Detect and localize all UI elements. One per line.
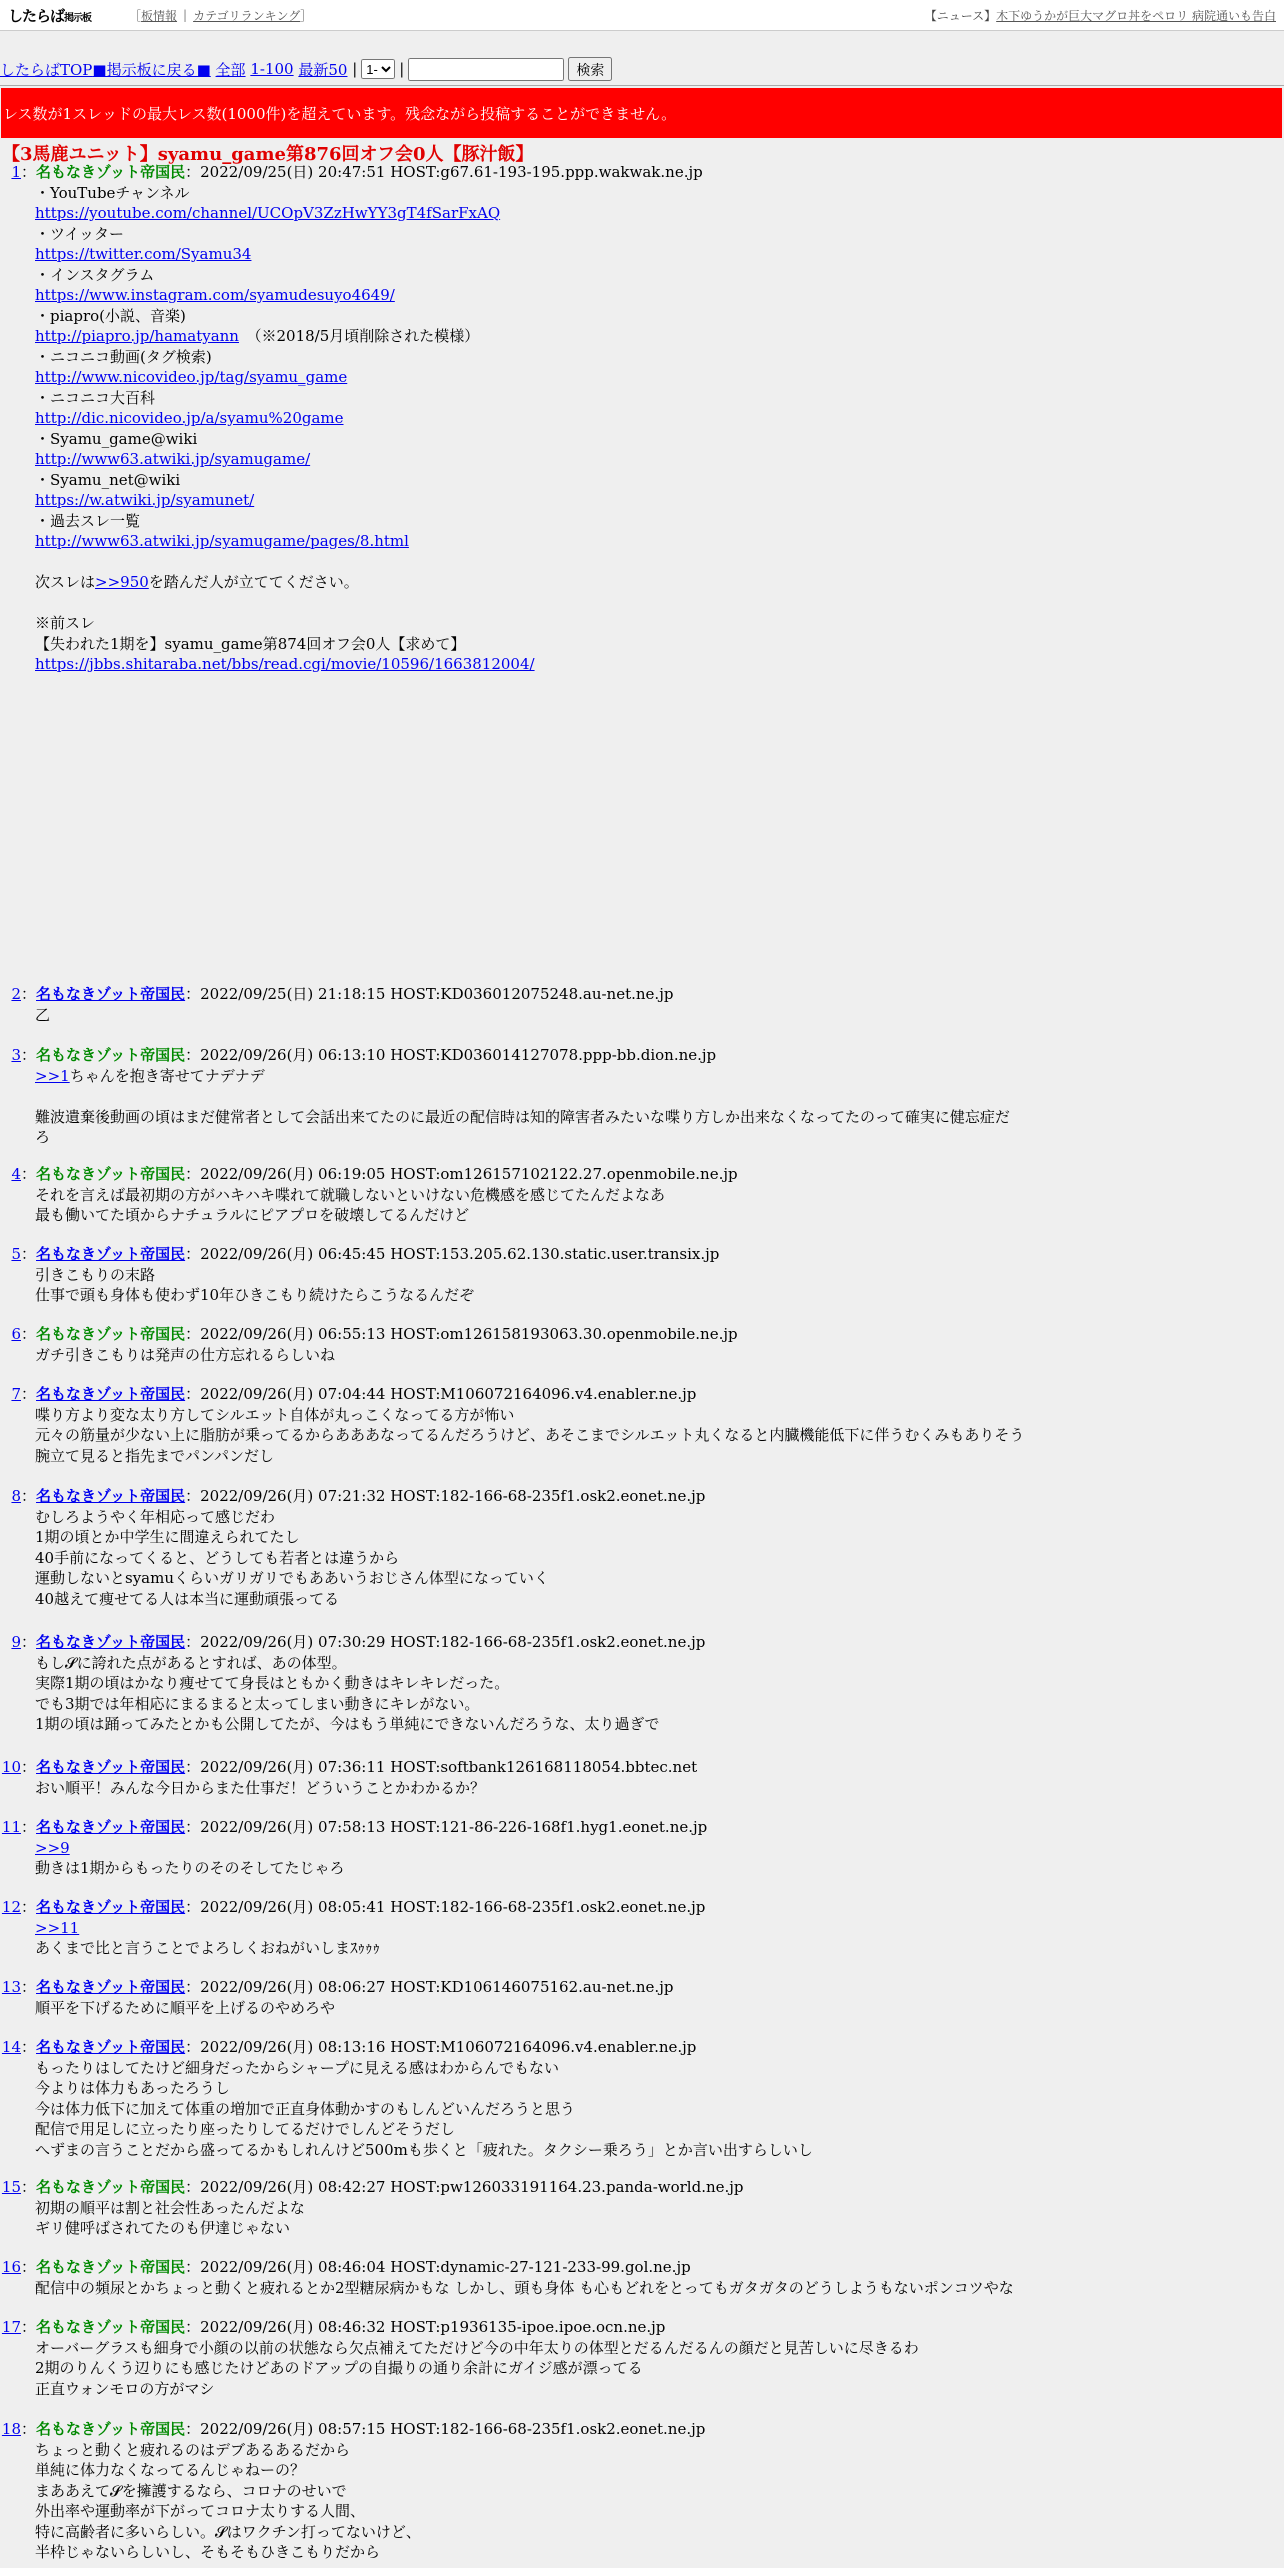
post-header xyxy=(0,2037,1270,2058)
post-meta: ：2022/09/26(月) 08:05:41 HOST:182-166-68-235f1.osk2.eonet.ne.jp xyxy=(185,1898,706,1916)
divider: | xyxy=(183,8,188,22)
post-body xyxy=(35,2440,1270,2563)
post-line: 腕立て見ると指先までパンパンだし xyxy=(35,1446,274,1465)
post-body xyxy=(35,1066,1270,1148)
poster-name[interactable]: 名もなきゾット帝国民 xyxy=(36,1818,186,1836)
post-line: でも3期では年相応にまるまると太ってしまい動きにキレがない。 xyxy=(35,1694,480,1713)
posts-1-100-link[interactable]: 1-100 xyxy=(250,60,294,78)
post xyxy=(0,1244,1270,1306)
post-number-link[interactable]: 18 xyxy=(1,2420,21,2438)
post-header xyxy=(0,1164,1270,1185)
post-line xyxy=(35,1086,1270,1107)
post-header xyxy=(0,1045,1270,1066)
post-line: 乙 xyxy=(35,1005,51,1024)
post xyxy=(0,2419,1270,2563)
post-line: ・ニコニコ動画(タグ検索) xyxy=(35,347,212,366)
nav-divider: | xyxy=(347,60,358,78)
thread-title: 【3馬鹿ユニット】syamu_game第876回オフ会0人【豚汁飯】 xyxy=(2,144,534,165)
post-colon: ： xyxy=(21,1046,37,1064)
post-body xyxy=(35,1507,1270,1610)
post xyxy=(0,1897,1270,1959)
post-meta: ：2022/09/26(月) 08:42:27 HOST:pw126033191164.23.panda-world.ne.jp xyxy=(185,2178,744,2196)
reply-anchor-link[interactable]: >>950 xyxy=(95,573,149,591)
post-line: ・ニコニコ大百科 xyxy=(35,388,156,407)
post-body xyxy=(35,1265,1270,1306)
post-line xyxy=(35,285,1270,306)
post-line: 1期の頃は踊ってみたとかも公開してたが、今はもう単純にできないんだろうな、太り過ぎで xyxy=(35,1715,660,1733)
post-line: ろ xyxy=(35,1128,51,1146)
poster-name: 名もなきゾット帝国民 xyxy=(36,1325,186,1343)
post-line: 正直ウォンモロの方がマシ xyxy=(35,2379,215,2398)
post-line xyxy=(35,203,1270,224)
post-line: 配信で用足しに立ったり座ったりしてるだけでしんどそうだし xyxy=(35,2120,456,2138)
post-meta: ：2022/09/25(日) 21:18:15 HOST:KD036012075248.au-net.ne.jp xyxy=(185,985,674,1003)
post-line: http://piapro.jp/hamatyann （※2018/5月頃削除された模様） xyxy=(35,327,480,345)
post-colon: ： xyxy=(21,163,37,181)
post xyxy=(0,1757,1270,1798)
post-line: ・ツイッター xyxy=(35,224,124,243)
post-line: >>1ちゃんを抱き寄せてナデナデ xyxy=(35,1066,265,1085)
post-body xyxy=(35,183,1270,675)
post-header xyxy=(0,1897,1270,1918)
post-line: 実際1期の頃はかなり痩せてて身長はともかく動きはキレキレだった。 xyxy=(35,1674,510,1692)
search-input[interactable] xyxy=(408,58,564,81)
post-number-link[interactable]: 13 xyxy=(1,1978,21,1996)
post xyxy=(0,1632,1270,1735)
post-line: 2期のりんくう辺りにも感じたけどあのドアップの自撮りの通り余計にガイジ感が漂ってる xyxy=(35,2359,643,2377)
post-header xyxy=(0,984,1270,1005)
post-number-link[interactable]: 8 xyxy=(11,1487,21,1505)
logo-sub: 掲示板 xyxy=(64,12,92,24)
category-ranking-link[interactable]: カテゴリランキング xyxy=(193,8,301,23)
news-ticker xyxy=(925,7,1276,24)
post-meta: ：2022/09/26(月) 07:30:29 HOST:182-166-68-235f1.osk2.eonet.ne.jp xyxy=(185,1633,706,1651)
post-meta: ：2022/09/26(月) 07:36:11 HOST:softbank126168118054.bbtec.net xyxy=(185,1758,698,1776)
post-line: 初期の順平は割と社会性あったんだよな xyxy=(35,2198,305,2217)
post-meta: ：2022/09/26(月) 06:45:45 HOST:153.205.62.130.static.user.transix.jp xyxy=(185,1245,720,1263)
poster-name[interactable]: 名もなきゾット帝国民 xyxy=(36,1898,186,1916)
post-body xyxy=(35,1185,1270,1226)
post-colon: ： xyxy=(21,2318,37,2336)
post-line: 動きは1期からもったりのそのそしてたじゃろ xyxy=(35,1859,345,1877)
post-url-link[interactable]: https://twitter.com/Syamu34 xyxy=(35,245,252,263)
post-meta: ：2022/09/26(月) 06:19:05 HOST:om126157102122.27.openmobile.ne.jp xyxy=(185,1165,738,1183)
post-url-link[interactable]: http://piapro.jp/hamatyann xyxy=(35,327,239,345)
post xyxy=(0,2177,1270,2239)
post-number-link[interactable]: 15 xyxy=(1,2178,21,2196)
post-number-link[interactable]: 7 xyxy=(11,1385,21,1403)
post-body xyxy=(35,1345,1270,1366)
search-button[interactable]: 検索 xyxy=(568,57,612,81)
post-header xyxy=(0,1384,1270,1405)
post-body xyxy=(35,2338,1270,2400)
post-line: 【失われた1期を】syamu_game第874回オフ会0人【求めて】 xyxy=(35,634,466,653)
post xyxy=(0,2257,1270,2298)
post-line: 特に高齢者に多いらしい。𝓢はワクチン打ってないけど、 xyxy=(35,2522,421,2541)
post-line: 40手前になってくると、どうしても若者とは違うから xyxy=(35,1548,400,1567)
post-header xyxy=(0,2419,1270,2440)
post-header xyxy=(0,1817,1270,1838)
news-prefix: 【ニュース】 xyxy=(924,8,997,23)
logo-text: したらば xyxy=(8,6,65,25)
post-colon: ： xyxy=(21,1898,37,1916)
poster-name: 名もなきゾット帝国民 xyxy=(36,2420,186,2438)
post-number-link[interactable]: 1 xyxy=(11,163,21,181)
bracket-open: ［ xyxy=(129,8,142,23)
post-body xyxy=(35,2058,1270,2161)
all-posts-link[interactable]: 全部 xyxy=(215,60,246,79)
post-line: 次スレは>>950を踏んだ人が立ててください。 xyxy=(35,573,359,591)
post-line: ・piapro(小説、音楽) xyxy=(35,306,186,325)
post-meta: ：2022/09/26(月) 06:13:10 HOST:KD036014127078.ppp-bb.dion.ne.jp xyxy=(185,1046,717,1064)
post-line: おい順平！みんな今日からまた仕事だ！どういうことかわかるか？ xyxy=(35,1778,486,1797)
reply-anchor-link[interactable]: >>1 xyxy=(35,1066,70,1085)
board-info-link[interactable]: 板情報 xyxy=(141,8,178,23)
post-line xyxy=(35,367,1270,388)
post-url-link[interactable]: https://jbbs.shitaraba.net/bbs/read.cgi/movie/10596/1663812004/ xyxy=(35,655,535,673)
post-line: ギリ健呼ばされてたのも伊達じゃない xyxy=(35,2219,291,2237)
bracket-close: ］ xyxy=(300,8,313,23)
post-number-link[interactable]: 16 xyxy=(1,2258,21,2276)
post-line xyxy=(35,552,1270,573)
post-line: 配信中の頻尿とかちょっと動くと疲れるとか2型糖尿病かもな しかし、頭も身体 も心もどれをとってもガタガタのどうしようもないポンコツやな xyxy=(35,2278,1014,2297)
post-line xyxy=(35,593,1270,614)
post xyxy=(0,984,1270,1025)
post-header xyxy=(0,162,1270,183)
news-link[interactable]: 木下ゆうかが巨大マグロ丼をペロリ 病院通いも告白 xyxy=(996,8,1276,23)
poster-name: 名もなきゾット帝国民 xyxy=(36,163,186,181)
post-meta: ：2022/09/26(月) 08:46:32 HOST:p1936135-ipoe.ipoe.ocn.ne.jp xyxy=(185,2318,666,2336)
top-bar xyxy=(0,0,1284,31)
post-line: 最も働いてた頃からナチュラルにピアプロを破壊してるんだけど xyxy=(35,1206,470,1224)
post-line: ※前スレ xyxy=(35,614,96,632)
nav-divider: | xyxy=(399,60,405,78)
post-line: もし𝓢に誇れた点があるとすれば、あの体型。 xyxy=(35,1653,347,1672)
post-url-link[interactable]: http://www63.atwiki.jp/syamugame/pages/8.html xyxy=(35,532,409,550)
top-bar-left xyxy=(8,5,312,26)
post-url-link[interactable]: http://www.nicovideo.jp/tag/syamu_game xyxy=(35,368,348,386)
post-line: 今は体力低下に加えて体重の増加で正直身体動かすのもしんどいんだろうと思う xyxy=(35,2099,576,2118)
post-colon: ： xyxy=(21,2420,37,2438)
post-number-link[interactable]: 5 xyxy=(11,1245,21,1263)
post-limit-alert: レス数が1スレッドの最大レス数(1000件)を超えています。残念ながら投稿することができません。 xyxy=(1,88,1282,138)
post-line xyxy=(35,1918,1270,1939)
poster-name: 名もなきゾット帝国民 xyxy=(36,1165,186,1183)
poster-name[interactable]: 名もなきゾット帝国民 xyxy=(36,1633,186,1651)
post-number-link[interactable]: 2 xyxy=(11,985,21,1003)
post-line: それを言えば最初期の方がハキハキ喋れて就職しないといけない危機感を感じてたんだよなあ xyxy=(35,1185,666,1204)
post-line: 喋り方より変な太り方してシルエット自体が丸っこくなってる方が怖い xyxy=(35,1405,515,1424)
post-line: もったりはしてたけど細身だったからシャープに見える感はわからんでもない xyxy=(35,2058,559,2077)
post-line: まああえて𝓢を擁護するなら、コロナのせいで xyxy=(35,2481,347,2500)
post-meta: ：2022/09/26(月) 07:58:13 HOST:121-86-226-168f1.hyg1.eonet.ne.jp xyxy=(185,1818,708,1836)
post-colon: ： xyxy=(21,1165,37,1183)
poster-name[interactable]: 名もなきゾット帝国民 xyxy=(36,1978,186,1996)
poster-name[interactable]: 名もなきゾット帝国民 xyxy=(36,1385,186,1403)
post-number-link[interactable]: 4 xyxy=(11,1165,21,1183)
post xyxy=(0,2037,1270,2160)
post-colon: ： xyxy=(21,2038,37,2056)
post-number-link[interactable]: 11 xyxy=(1,1818,21,1836)
range-select[interactable] xyxy=(361,59,395,79)
post-header xyxy=(0,1632,1270,1653)
post-line: 半枠じゃないらしいし、そもそもひきこもりだから xyxy=(35,2543,381,2561)
post-meta: ：2022/09/26(月) 07:04:44 HOST:M106072164096.v4.enabler.ne.jp xyxy=(185,1385,697,1403)
post-number-link[interactable]: 3 xyxy=(11,1046,21,1064)
post-line xyxy=(35,531,1270,552)
post-url-link[interactable]: http://www63.atwiki.jp/syamugame/ xyxy=(35,450,311,468)
reply-anchor-link[interactable]: >>11 xyxy=(35,1918,80,1937)
poster-name[interactable]: 名もなきゾット帝国民 xyxy=(36,985,186,1003)
shitaraba-top-link[interactable]: したらばTOP xyxy=(0,60,93,79)
post-line: 40越えて痩せてる人は本当に運動頑張ってる xyxy=(35,1589,340,1608)
poster-name: 名もなきゾット帝国民 xyxy=(36,2318,186,2336)
post-header xyxy=(0,2257,1270,2278)
post xyxy=(0,1486,1270,1609)
post-meta: ：2022/09/26(月) 08:13:16 HOST:M106072164096.v4.enabler.ne.jp xyxy=(185,2038,697,2056)
post-body xyxy=(35,1918,1270,1959)
post-line xyxy=(35,490,1270,511)
post-header xyxy=(0,1324,1270,1345)
post-header xyxy=(0,2317,1270,2338)
post-line xyxy=(35,654,1270,675)
post-number-link[interactable]: 6 xyxy=(11,1325,21,1343)
post-body xyxy=(35,1998,1270,2019)
post-header xyxy=(0,2177,1270,2198)
post-line xyxy=(35,449,1270,470)
post-url-link[interactable]: http://dic.nicovideo.jp/a/syamu%20game xyxy=(35,409,344,427)
post-body xyxy=(35,1005,1270,1026)
post-body xyxy=(35,2278,1270,2299)
post-line: 1期の頃とか中学生に間違えられてたし xyxy=(35,1528,300,1546)
post-url-link[interactable]: https://youtube.com/channel/UCOpV3ZzHwYY3gT4fSarFxAQ xyxy=(35,204,501,222)
post-colon: ： xyxy=(21,2258,37,2276)
post-meta: ：2022/09/26(月) 08:57:15 HOST:182-166-68-235f1.osk2.eonet.ne.jp xyxy=(185,2420,706,2438)
latest-50-link[interactable]: 最新50 xyxy=(298,60,348,79)
post-colon: ： xyxy=(21,1633,37,1651)
poster-name[interactable]: 名もなきゾット帝国民 xyxy=(36,1758,186,1776)
thread-nav xyxy=(0,57,612,81)
post-line: 今よりは体力もあったろうし xyxy=(35,2079,230,2097)
post-line: ・インスタグラム xyxy=(35,265,155,284)
poster-name[interactable]: 名もなきゾット帝国民 xyxy=(36,1487,186,1505)
post-line: ・過去スレ一覧 xyxy=(35,511,141,530)
post-body xyxy=(35,1405,1270,1467)
post-meta: ：2022/09/26(月) 07:21:32 HOST:182-166-68-235f1.osk2.eonet.ne.jp xyxy=(185,1487,706,1505)
post-line: オーバーグラスも細身で小顔の以前の状態なら欠点補えてただけど今の中年太りの体型とだるんだるんの顔だと見苦しいに尽きるわ xyxy=(35,2338,919,2357)
post xyxy=(0,1817,1270,1879)
post-colon: ： xyxy=(21,1978,37,1996)
post xyxy=(0,1045,1270,1148)
post-number-link[interactable]: 10 xyxy=(1,1758,21,1776)
post-number-link[interactable]: 17 xyxy=(1,2318,21,2336)
post xyxy=(0,1977,1270,2018)
post xyxy=(0,1164,1270,1226)
poster-name: 名もなきゾット帝国民 xyxy=(36,2258,186,2276)
post-colon: ： xyxy=(21,1758,37,1776)
divider-line xyxy=(0,85,1284,86)
post-line: 運動しないとsyamuくらいガリガリでもああいうおじさん体型になっていく xyxy=(35,1569,549,1587)
post-line xyxy=(35,1838,1270,1859)
post-colon: ： xyxy=(21,985,37,1003)
post-line xyxy=(35,408,1270,429)
post-meta: ：2022/09/25(日) 20:47:51 HOST:g67.61-193-195.ppp.wakwak.ne.jp xyxy=(185,163,703,181)
post-colon: ： xyxy=(21,1325,37,1343)
post-line: ガチ引きこもりは発声の仕方忘れるらしいね xyxy=(35,1345,336,1364)
post-line: 引きこもりの末路 xyxy=(35,1265,156,1284)
post-line: 順平を下げるために順平を上げるのやめろや xyxy=(35,1998,336,2017)
post-colon: ： xyxy=(21,2178,37,2196)
poster-name[interactable]: 名もなきゾット帝国民 xyxy=(36,2038,186,2056)
post-line: ・Syamu_game@wiki xyxy=(35,429,198,448)
post-line: 外出率や運動率が下がってコロナ太りする人間、 xyxy=(35,2502,366,2520)
reply-anchor-link[interactable]: >>9 xyxy=(35,1838,70,1857)
post-body xyxy=(35,1778,1270,1799)
post-line: むしろようやく年相応って感じだわ xyxy=(35,1507,276,1526)
post-number-link[interactable]: 12 xyxy=(1,1898,21,1916)
back-to-board-link[interactable]: ■掲示板に戻る■ xyxy=(92,60,211,79)
post-meta: ：2022/09/26(月) 08:06:27 HOST:KD106146075162.au-net.ne.jp xyxy=(185,1978,674,1996)
post-line: ちょっと動くと疲れるのはデブあるあるだから xyxy=(35,2440,351,2459)
post-body xyxy=(35,1653,1270,1735)
post-line: 元々の筋量が少ない上に脂肪が乗ってるからあああなってるんだろうけど、あそこまでシルエット丸くなると内臓機能低下に伴うむくみもありそう xyxy=(35,1426,1025,1444)
post xyxy=(0,1324,1270,1365)
post-number-link[interactable]: 9 xyxy=(11,1633,21,1651)
post-colon: ： xyxy=(21,1385,37,1403)
post-meta: ：2022/09/26(月) 06:55:13 HOST:om126158193063.30.openmobile.ne.jp xyxy=(185,1325,738,1343)
post-header xyxy=(0,1486,1270,1507)
post-line: 単純に体力なくなってるんじゃねーの？ xyxy=(35,2461,306,2479)
post xyxy=(0,2317,1270,2399)
post xyxy=(0,1384,1270,1466)
post-url-link[interactable]: https://w.atwiki.jp/syamunet/ xyxy=(35,491,255,509)
post-colon: ： xyxy=(21,1245,37,1263)
post-header xyxy=(0,1977,1270,1998)
poster-name[interactable]: 名もなきゾット帝国民 xyxy=(36,1245,186,1263)
post-header xyxy=(0,1244,1270,1265)
post xyxy=(0,162,1270,675)
post-url-link[interactable]: https://www.instagram.com/syamudesuyo4649/ xyxy=(35,286,395,304)
site-logo[interactable] xyxy=(8,5,91,26)
poster-name: 名もなきゾット帝国民 xyxy=(36,2178,186,2196)
post-colon: ： xyxy=(21,1487,37,1505)
post-line: ・YouTubeチャンネル xyxy=(35,183,190,202)
post-number-link[interactable]: 14 xyxy=(1,2038,21,2056)
post-line: へずまの言うことだから盛ってるかもしれんけど500mも歩くと「疲れた。タクシー乗ろう」とか言い出すらしいし xyxy=(35,2140,813,2159)
post-body xyxy=(35,1838,1270,1879)
post-line xyxy=(35,244,1270,265)
post-line: ・Syamu_net@wiki xyxy=(35,470,181,489)
poster-name: 名もなきゾット帝国民 xyxy=(36,1046,186,1064)
post-header xyxy=(0,1757,1270,1778)
post-line: 仕事で頭も身体も使わず10年ひきこもり続けたらこうなるんだぞ xyxy=(35,1286,475,1304)
post-line: 難波遺棄後動画の頃はまだ健常者として会話出来てたのに最近の配信時は知的障害者みたいな喋り方しか出来なくなってたのって確実に健忘症だ xyxy=(35,1107,1010,1126)
post-line: あくまで比と言うことでよろしくおねがいしまｽｩｩｩ xyxy=(35,1939,381,1957)
post-colon: ： xyxy=(21,1818,37,1836)
post-body xyxy=(35,2198,1270,2239)
post-meta: ：2022/09/26(月) 08:46:04 HOST:dynamic-27-121-233-99.gol.ne.jp xyxy=(185,2258,691,2276)
